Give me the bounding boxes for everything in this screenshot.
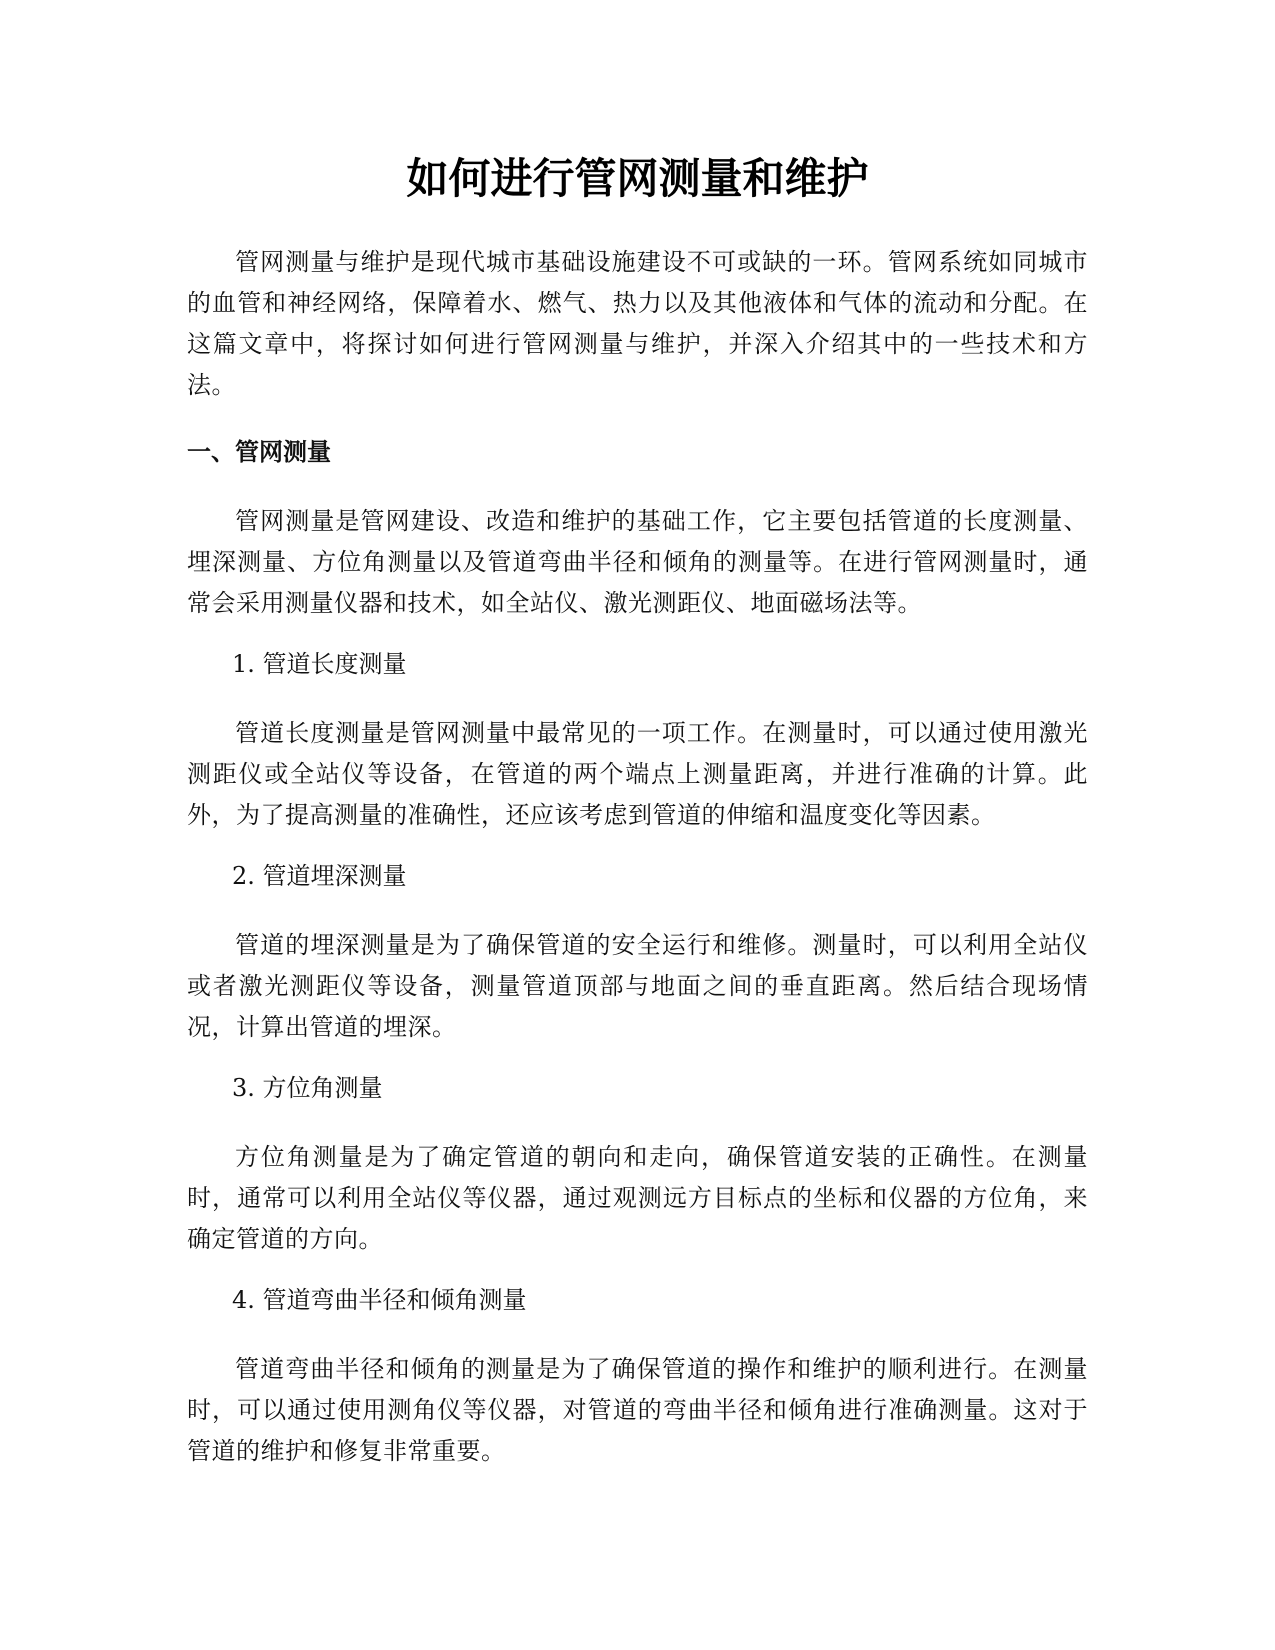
section-heading-pipe-network-survey: 一、管网测量 — [187, 438, 331, 466]
paragraph-azimuth: 方位角测量是为了确定管道的朝向和走向，确保管道安装的正确性。在测量时，通常可以利用全站仪等仪器，通过观测远方目标点的坐标和仪器的方位角，来确定管道的方向。 — [187, 1143, 1088, 1253]
intro-paragraph: 管网测量与维护是现代城市基础设施建设不可或缺的一环。管网系统如同城市的血管和神经网络，保障着水、燃气、热力以及其他液体和气体的流动和分配。在这篇文章中，将探讨如何进行管网测量与维护，并深入介绍其中的一些技术和方法。 — [187, 248, 1088, 399]
paragraph-bend-radius-inclination: 管道弯曲半径和倾角的测量是为了确保管道的操作和维护的顺利进行。在测量时，可以通过使用测角仪等仪器，对管道的弯曲半径和倾角进行准确测量。这对于管道的维护和修复非常重要。 — [187, 1355, 1088, 1465]
subheading-burial-depth: 2. 管道埋深测量 — [232, 862, 407, 890]
subheading-pipe-length: 1. 管道长度测量 — [232, 650, 407, 678]
paragraph-pipe-length: 管道长度测量是管网测量中最常见的一项工作。在测量时，可以通过使用激光测距仪或全站仪等设备，在管道的两个端点上测量距离，并进行准确的计算。此外，为了提高测量的准确性，还应该考虑到管道的伸缩和温度变化等因素。 — [187, 719, 1088, 829]
document-body — [187, 150, 1088, 1472]
subheading-bend-radius-inclination: 4. 管道弯曲半径和倾角测量 — [232, 1286, 527, 1314]
section-intro-paragraph: 管网测量是管网建设、改造和维护的基础工作，它主要包括管道的长度测量、埋深测量、方位角测量以及管道弯曲半径和倾角的测量等。在进行管网测量时，通常会采用测量仪器和技术，如全站仪、激光测距仪、地面磁场法等。 — [187, 507, 1088, 617]
page-title: 如何进行管网测量和维护 — [406, 154, 869, 203]
paragraph-burial-depth: 管道的埋深测量是为了确保管道的安全运行和维修。测量时，可以利用全站仪或者激光测距仪等设备，测量管道顶部与地面之间的垂直距离。然后结合现场情况，计算出管道的埋深。 — [187, 931, 1088, 1041]
subheading-azimuth: 3. 方位角测量 — [232, 1074, 383, 1102]
